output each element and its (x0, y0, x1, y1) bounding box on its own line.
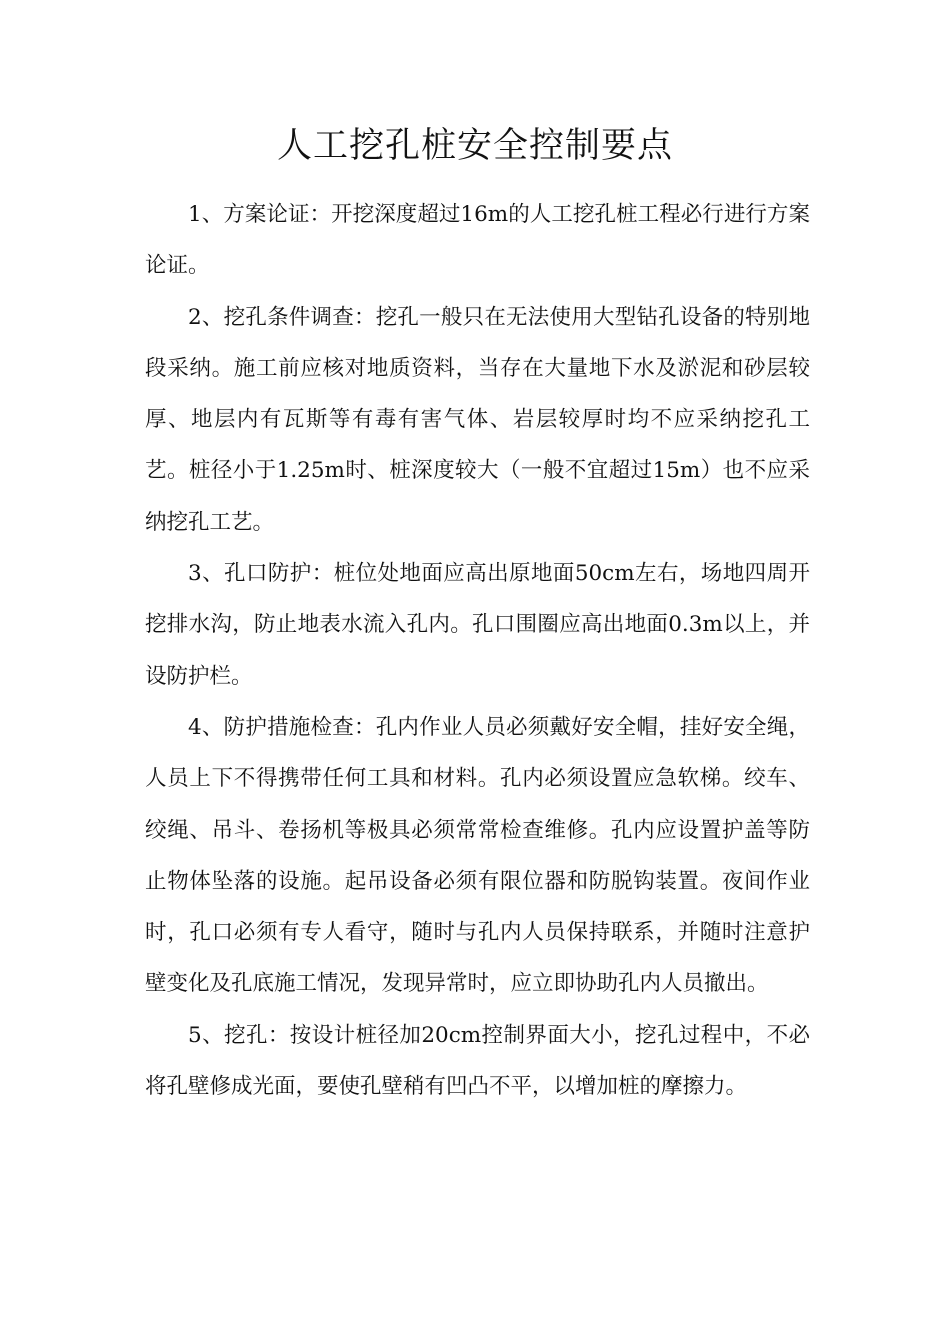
paragraph-2: 2、挖孔条件调查：挖孔一般只在无法使用大型钻孔设备的特别地段采纳。施工前应核对地质资料，当存在大量地下水及淤泥和砂层较厚、地层内有瓦斯等有毒有害气体、岩层较厚时均不应采纳挖孔工艺。桩径小于1.25m时、桩深度较大（一般不宜超过15m）也不应采纳挖孔工艺。 (145, 304, 810, 535)
document-body (145, 189, 810, 1112)
document-title: 人工挖孔桩安全控制要点 (276, 126, 673, 166)
paragraph-3: 3、孔口防护：桩位处地面应高出原地面50cm左右，场地四周开挖排水沟，防止地表水流入孔内。孔口围圈应高出地面0.3m以上，并设防护栏。 (145, 561, 810, 689)
paragraph-1: 1、方案论证：开挖深度超过16m的人工挖孔桩工程必行进行方案论证。 (145, 202, 810, 279)
paragraph-4: 4、防护措施检查：孔内作业人员必须戴好安全帽，挂好安全绳，人员上下不得携带任何工具和材料。孔内必须设置应急软梯。绞车、绞绳、吊斗、卷扬机等极具必须常常检查维修。孔内应设置护盖等防止物体坠落的设施。起吊设备必须有限位器和防脱钩装置。夜间作业时，孔口必须有专人看守，随时与孔内人员保持联系，并随时注意护壁变化及孔底施工情况，发现异常时，应立即协助孔内人员撤出。 (145, 714, 810, 997)
paragraph-5: 5、挖孔：按设计桩径加20cm控制界面大小，挖孔过程中，不必将孔壁修成光面，要使孔壁稍有凹凸不平，以增加桩的摩擦力。 (145, 1022, 810, 1100)
